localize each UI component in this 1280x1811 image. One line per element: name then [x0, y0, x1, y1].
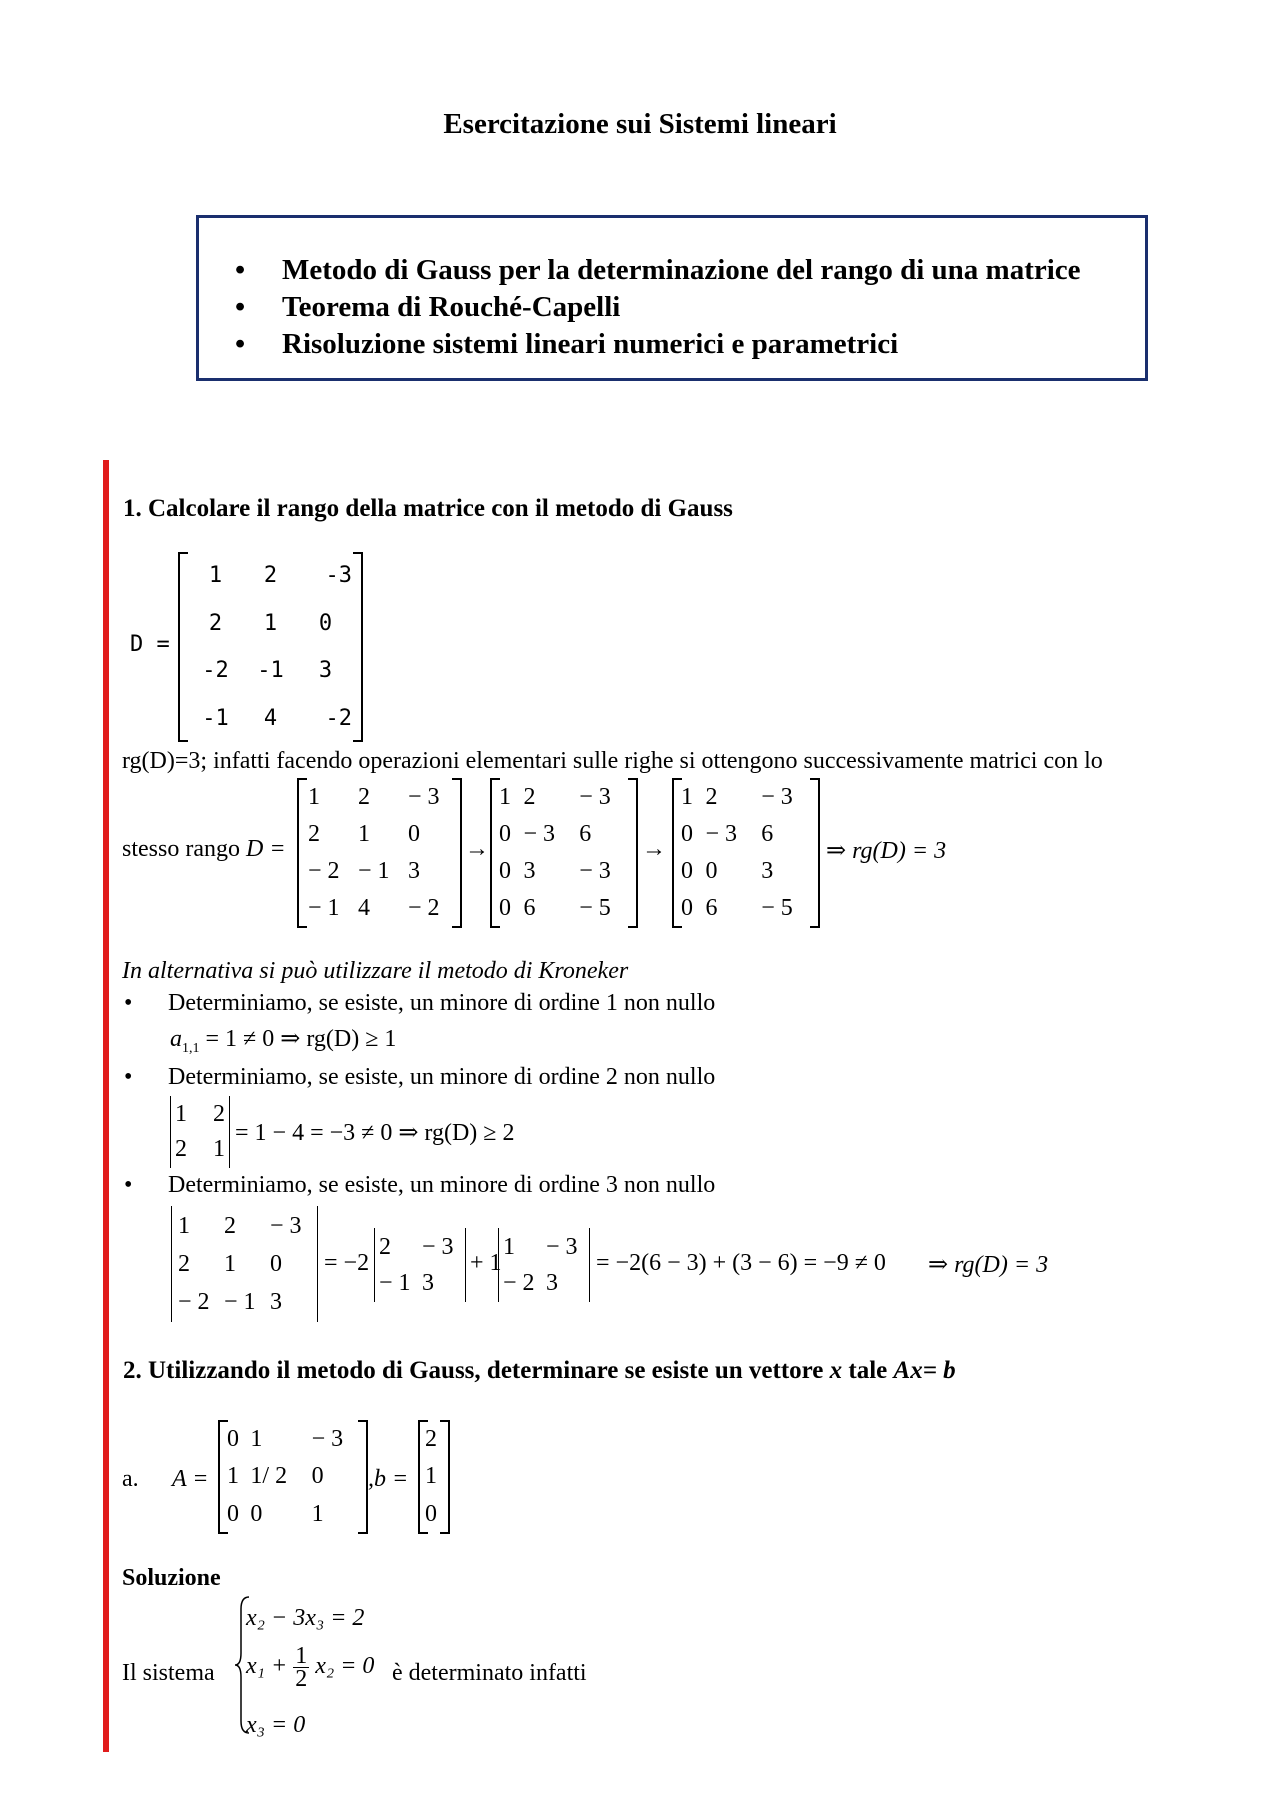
exercise-1-heading: 1. Calcolare il rango della matrice con il metodo di Gauss	[123, 495, 733, 522]
kroneker-intro: In alternativa si può utilizzare il metodo di Kroneker	[122, 958, 629, 984]
page-title: Esercitazione sui Sistemi lineari	[443, 108, 837, 140]
topics-list	[235, 252, 1081, 363]
minor-2-equation: = 1 − 4 = −3 ≠ 0 ⇒ rg(D) ≥ 2	[235, 1120, 515, 1146]
vector-b: 2 1 0	[418, 1420, 450, 1534]
minor-3-result: ⇒ rg(D) = 3	[928, 1252, 1049, 1278]
matrix-step-3: 1 2 − 3 0 − 3 6 0 0 3 0 6 − 5	[672, 778, 820, 928]
bullet: •	[235, 328, 246, 360]
bullet: •	[124, 1064, 133, 1090]
arrow: →	[642, 836, 666, 862]
topics-box	[196, 215, 1148, 381]
stesso-rango-label: stesso rango D =	[122, 836, 286, 862]
matrix-step-2: 1 2 − 3 0 − 3 6 0 3 − 3 0 6 − 5	[490, 778, 638, 928]
system-eq-2: x₁ + $\frac{1}{2}$ x₂ = 0	[246, 1643, 375, 1692]
matrix-step-1: 1 2 − 3 2 1 0 − 2 − 1 3 − 1 4 − 2	[297, 778, 462, 928]
minor-3-eq-part1: = −2	[324, 1250, 370, 1276]
arrow: →	[465, 836, 489, 862]
rank-result: ⇒ rg(D) = 3	[826, 838, 947, 864]
minor-2-text: Determiniamo, se esiste, un minore di ordine 2 non nullo	[168, 1064, 716, 1090]
minor-3-sub-determinant-1: 2 − 3 − 1 3	[374, 1228, 466, 1302]
minor-3-plus: + 1	[470, 1250, 502, 1276]
system-eq-1: x₂ − 3x₃ = 2	[246, 1605, 365, 1631]
bullet: •	[235, 291, 246, 323]
minor-3-sub-determinant-2: 1 − 3 − 2 3	[498, 1228, 590, 1302]
minor-3-text: Determiniamo, se esiste, un minore di ordine 3 non nullo	[168, 1172, 716, 1198]
section-marker-bar	[103, 460, 109, 1752]
matrix-a-label: A =	[172, 1466, 209, 1492]
matrix-d: 1 2 -3 2 1 0 -2 -1 3 -1 4 -2	[178, 552, 363, 742]
matrix-d-label: D =	[130, 632, 170, 657]
minor-3-eq-part2: = −2(6 − 3) + (3 − 6) = −9 ≠ 0	[596, 1250, 886, 1276]
bullet: •	[235, 254, 246, 286]
bullet: •	[124, 1172, 133, 1198]
exercise-2-heading: 2. Utilizzando il metodo di Gauss, determinare se esiste un vettore x tale Ax= b	[123, 1357, 956, 1384]
il-sistema-label: Il sistema	[122, 1660, 215, 1686]
determinato-text: è determinato infatti	[392, 1660, 587, 1686]
item-a-label: a.	[122, 1466, 139, 1492]
minor-2-determinant: 1 2 2 1	[170, 1096, 230, 1168]
system-eq-3: x₃ = 0	[246, 1712, 306, 1738]
matrix-a: 0 1 − 3 1 1/ 2 0 0 0 1	[218, 1420, 368, 1534]
minor-1-text: Determiniamo, se esiste, un minore di ordine 1 non nullo	[168, 990, 716, 1016]
minor-1-equation: $a_{1,1} = 1 \ne 0$ ⇒ rg(D) ≥ 1	[170, 1026, 397, 1056]
minor-3-determinant: 1 2 − 3 2 1 0 − 2 − 1 3	[171, 1206, 318, 1322]
topic-item: • Risoluzione sistemi lineari numerici e parametrici	[235, 326, 1081, 363]
solution-heading: Soluzione	[122, 1565, 221, 1591]
vector-b-label: ,b =	[368, 1466, 409, 1492]
rank-statement: rg(D)=3; infatti facendo operazioni elementari sulle righe si ottengono successivamente matrici con lo	[122, 748, 1103, 774]
bullet: •	[124, 990, 133, 1016]
topic-item: • Teorema di Rouché-Capelli	[235, 289, 1081, 326]
topic-item: • Metodo di Gauss per la determinazione del rango di una matrice	[235, 252, 1081, 289]
